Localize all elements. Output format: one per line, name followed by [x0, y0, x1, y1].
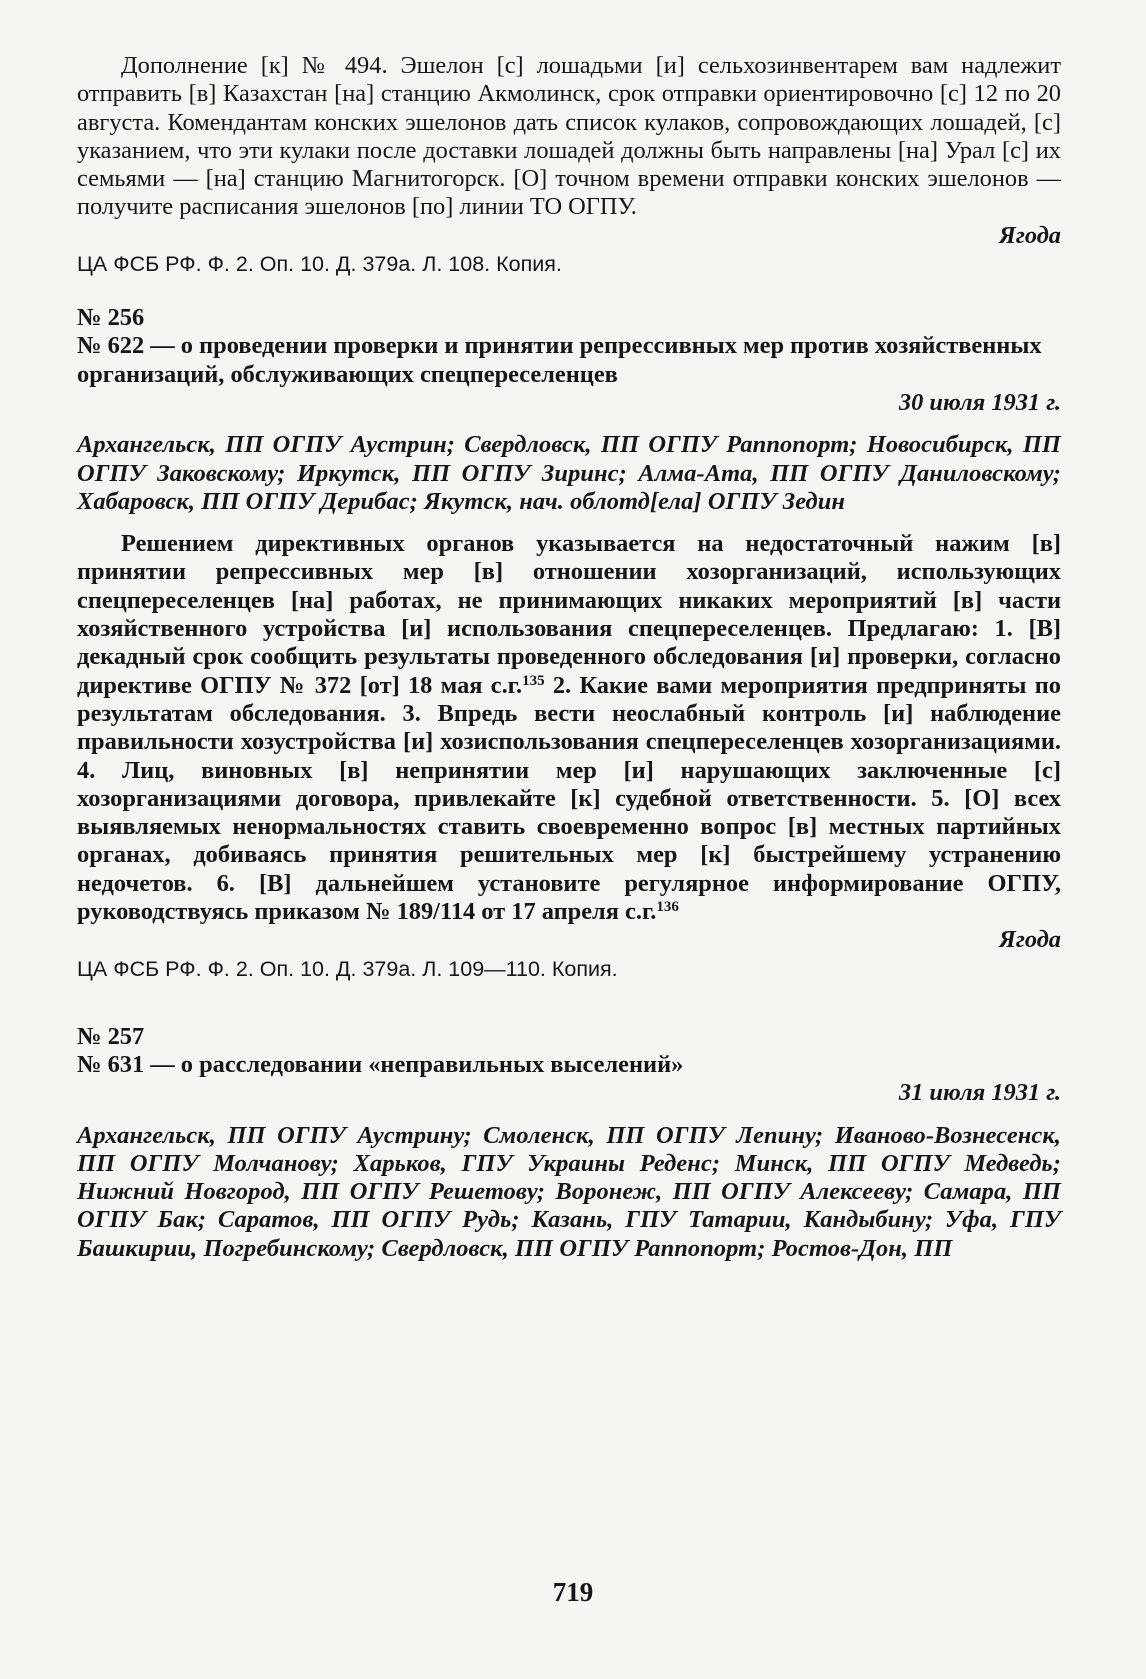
footnote-marker-136: 136: [656, 899, 679, 916]
doc-256-number: № 256: [77, 304, 145, 332]
doc-256-signature: Ягода: [999, 926, 1061, 954]
doc-256-body-part2: 2. Какие вами мероприятия предприняты по результатам обследования. 3. Впредь вести неослабный контроль [и] наблюдение правильности хозустройства [и] хозиспользования спецпереселенцев хозорганизациями. 4. Лиц, виновных [в] непринятии мер [и] нарушающих заключенные [с] хозорганизациями договора, привлекайте [к] судебной ответственности. 5. [О] всех выявляемых ненормальностях ставить своевременно вопрос [в] местных партийных органах, добиваясь принятия решительных мер [к] быстрейшему устранению недочетов. 6. [В] дальнейшем установите регулярное информирование ОГПУ, руководствуясь приказом № 189/114 от 17 апреля с.г.: [77, 671, 1061, 926]
supplement-signature: Ягода: [999, 221, 1061, 249]
doc-257-number: № 257: [77, 1022, 145, 1050]
supplement-archive-source: ЦА ФСБ РФ. Ф. 2. Оп. 10. Д. 379а. Л. 108. Копия.: [77, 252, 562, 277]
doc-256-title: № 622 — о проведении проверки и принятии репрессивных мер против хозяйственных организаций, обслуживающих спецпереселенцев: [77, 332, 1042, 388]
page-content: [77, 52, 1061, 1263]
doc-257-title: № 631 — о расследовании «неправильных выселений»: [77, 1050, 684, 1078]
supplement-paragraph: Дополнение [к] № 494. Эшелон [с] лошадьми [и] сельхозинвентарем вам надлежит отправить [в] Казахстан [на] станцию Акмолинск, срок отправки ориентировочно [с] 12 по 20 августа. Комендантам конских эшелонов дать список кулаков, сопровождающих лошадей, [с] указанием, что эти кулаки после доставки лошадей должны быть направлены [на] Урал [с] их семьями — [на] станцию Магнитогорск. [О] точном времени отправки конских эшелонов — получите расписания эшелонов [по] линии ТО ОГПУ.: [77, 52, 1061, 221]
doc-257-addressees: Архангельск, ПП ОГПУ Аустрину; Смоленск, ПП ОГПУ Лепину; Иваново-Вознесенск, ПП ОГПУ Молчанову; Харьков, ГПУ Украины Реденс; Минск, ПП ОГПУ Медведь; Нижний Новгород, ПП ОГПУ Решетову; Воронеж, ПП ОГПУ Алексееву; Самара, ПП ОГПУ Бак; Саратов, ПП ОГПУ Рудь; Казань, ГПУ Татарии, Кандыбину; Уфа, ГПУ Башкирии, Погребинскому; Свердловск, ПП ОГПУ Раппопорт; Ростов-Дон, ПП: [77, 1121, 1061, 1262]
doc-256-body: [77, 530, 1061, 926]
doc-256-addressees: Архангельск, ПП ОГПУ Аустрин; Свердловск, ПП ОГПУ Раппопорт; Новосибирск, ПП ОГПУ Заковскому; Иркутск, ПП ОГПУ Зиринс; Алма-Ата, ПП ОГПУ Даниловскому; Хабаровск, ПП ОГПУ Дерибас; Якутск, нач. облотд[ела] ОГПУ Зедин: [77, 431, 1061, 515]
footnote-marker-135: 135: [522, 672, 545, 689]
doc-256-date: 30 июля 1931 г.: [898, 388, 1061, 416]
doc-256-body-part1: Решением директивных органов указывается на недостаточный нажим [в] принятии репрессивных мер [в] отношении хозорганизаций, использующих спецпереселенцев [на] работах, не принимающих никаких мероприятий [в] части хозяйственного устройства [и] использования спецпереселенцев. Предлагаю: 1. [В] декадный срок сообщить результаты проведенного обследования [и] проверки, согласно директиве ОГПУ № 372 [от] 18 мая с.г.: [77, 530, 1061, 699]
page-number: 719: [552, 1577, 594, 1607]
doc-256-archive-source: ЦА ФСБ РФ. Ф. 2. Оп. 10. Д. 379а. Л. 109—110. Копия.: [77, 956, 618, 981]
doc-257-date: 31 июля 1931 г.: [898, 1079, 1061, 1107]
